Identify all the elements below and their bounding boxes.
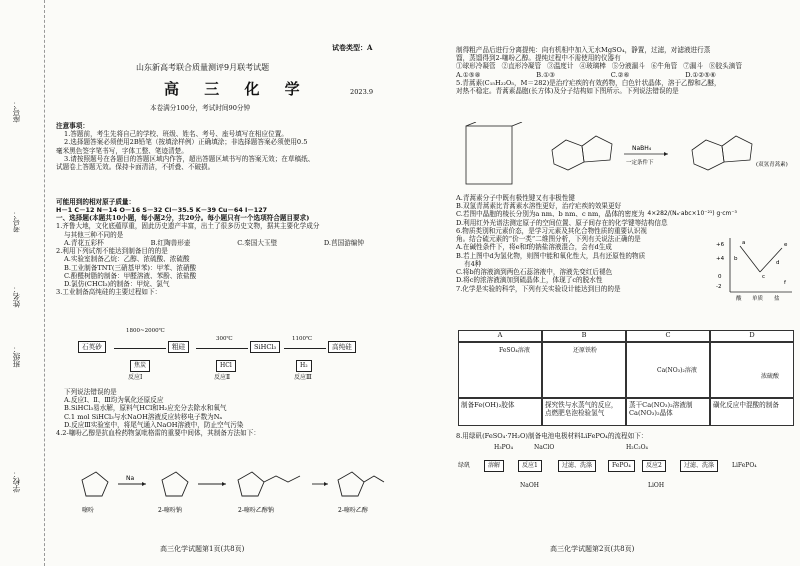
q2-option: A.实验室制备乙烷：乙醇、浓硫酸、浓硫酸: [64, 255, 190, 264]
q4-continued: [456, 46, 796, 95]
point-label: c: [762, 274, 766, 280]
flow-sihcl3: SiHCl₃: [250, 341, 280, 353]
atoms-title: 可能用到的相对原子质量：: [56, 198, 136, 206]
molecule-label: 2-噻吩乙醇钠: [238, 507, 274, 514]
dha-ring: [692, 140, 724, 170]
flow-step: LiFePO₄: [732, 462, 757, 469]
section-heading: 一、选择题(本题共10小题，每小题2分，共20分。每小题只有一个选项符合题目要求): [56, 214, 310, 223]
gutter-name: 姓名：: [12, 285, 21, 308]
flow-label: 反应Ⅰ: [128, 374, 143, 381]
artemisinin-ring: [582, 136, 612, 162]
point-label: a: [742, 240, 746, 246]
footer-page-2: 高三化学试题第2页(共8页): [550, 545, 635, 554]
flow-label: 反应Ⅲ: [294, 374, 312, 381]
apparatus-label: Ca(NO₃)₂溶液: [657, 367, 697, 374]
product-label: (双氢青蒿素): [756, 162, 788, 168]
exam-meta: 本卷满分100分，考试时间90分钟: [150, 104, 251, 112]
density-formula: 4×282/(Nₐ·abc×10⁻²¹) g·cm⁻³: [647, 210, 737, 218]
apparatus-label: 浓硫酸: [761, 373, 780, 380]
instrument: ⑧胶头滴管: [709, 62, 742, 71]
note-line: 3.请按照题号在各题目的答题区域内作答，超出答题区域书写的答案无效；在草稿纸、: [64, 154, 315, 163]
y-tick: +6: [716, 242, 725, 248]
flow-top-reagent: NaClO: [534, 444, 555, 451]
q5-line: 对热不稳定。青蒿素晶胞(长方体)及分子结构如下图所示。下列说法错误的是: [456, 87, 679, 96]
flow-label: 反应Ⅱ: [214, 374, 231, 381]
flow-step: 溶解: [484, 460, 504, 472]
notes: [56, 122, 392, 171]
valence-class-chart: [716, 234, 794, 302]
q1-line: 1.齐鲁大地，文化底蕴厚重，固此历史遗产丰富，出土了很多历史文物，据其主要化学成分: [56, 222, 320, 231]
q6-option: A.在碱性条件下，将e和f的钠盐溶液混合，会有d生成: [456, 243, 612, 252]
instrument: ⑤分液漏斗: [611, 62, 645, 71]
flow-step: 绿矾: [458, 462, 471, 469]
q3-option: C.1 mol SiHCl₃与水NaOH溶液反应转移电子数为Nₐ: [64, 412, 223, 421]
x-tick: 单质: [752, 296, 764, 302]
arrow-head: [142, 482, 146, 486]
thiophene-ring: [82, 472, 108, 496]
note-line: 毫米黑色签字笔书写，字体工整、笔迹清楚。: [56, 146, 188, 155]
q7-caption: 蒸干Ca(NO₃)₂溶液制Ca(NO₃)₂晶体: [626, 398, 710, 426]
q4-instruments: [456, 62, 756, 70]
q1-option: D.莒国游编钟: [323, 238, 364, 247]
paper-type: 试卷类型：A: [332, 43, 373, 52]
molecule-label: 2-噻吩乙醇: [338, 507, 368, 514]
q7-stem: 7.化学是实验的科学，下列有关实验设计能达到目的的是: [456, 284, 621, 293]
q7-apparatus-c: [626, 342, 710, 398]
flow-reagent-h2: H₂: [296, 360, 312, 372]
questions-block-1: [56, 198, 392, 297]
gutter-school: 学校：: [12, 470, 21, 493]
point-label: f: [784, 280, 786, 286]
flow-step: 过滤、洗涤: [558, 460, 596, 472]
flow-top-reagent: H₂C₂O₄: [626, 444, 648, 451]
flow-reagent-coke: 焦炭: [130, 360, 150, 372]
q7-table: [458, 330, 794, 426]
unit-cell: [466, 126, 512, 184]
side-chain: [364, 476, 384, 482]
choice: A.①⑤⑧: [456, 70, 481, 79]
relation-line: [740, 246, 760, 272]
right-page: [400, 0, 800, 566]
flow-pure-si: 高纯硅: [328, 341, 356, 353]
apparatus-label: 还原铁粉: [573, 347, 598, 354]
gutter-class: 班级：: [12, 345, 21, 368]
lifepo4-flow: [458, 444, 794, 502]
q3-option: A.反应Ⅰ、Ⅱ、Ⅲ均为氧化还原反应: [64, 396, 164, 405]
instrument: ②直形冷凝管: [501, 62, 542, 71]
flow-step: 反应1: [518, 460, 542, 472]
q6-line: 角。结合硫元素的“价一类”二维图分析，下列有关说法正确的是: [456, 235, 641, 244]
footer-page-1: 高三化学试题第1页(共8页): [160, 545, 245, 554]
flow-temp-1: 1800~2000℃: [126, 328, 165, 334]
artemisinin-ring: [552, 140, 584, 170]
apparatus-label: FeSO₄溶液: [499, 347, 530, 354]
choice: D.①②⑤⑥: [685, 70, 716, 79]
q5-option: C.若图中晶胞的棱长分别为a nm、b nm、c nm，晶体的密度为: [456, 210, 645, 219]
side-chain: [264, 476, 300, 482]
molecule-label: 2-噻吩钠: [158, 507, 182, 514]
binding-gutter: [0, 0, 45, 566]
q6-option: 有4种: [464, 259, 482, 268]
flow-top-reagent: H₃PO₄: [494, 444, 513, 451]
q6-line: 6.物质类别和元素价态，是学习元素及其化合物性质的重要认识视: [456, 226, 647, 235]
q7-caption: 磺化反应中混酸的制备: [710, 398, 794, 426]
instrument: ⑥牛角管: [650, 62, 678, 71]
q5-option: B.双氢青蒿素比青蒿素水溶性更好，治疗疟疾的效果更好: [456, 202, 622, 211]
q7-apparatus-a: [458, 342, 542, 398]
flow-step: FePO₄: [608, 460, 635, 472]
q6-option: B.若上图中d为氢化物，则图中能和氧化性大，具有还原性的物质: [456, 251, 646, 260]
q1-option: C.秦国大玉璧: [237, 238, 278, 247]
molecule-label: 噻吩: [82, 507, 95, 514]
q1-line: 与其他三种不同的是: [64, 230, 124, 239]
q7-apparatus-d: [710, 342, 794, 398]
y-tick: -2: [716, 284, 722, 290]
q5-line: 5.青蒿素(C₁₅H₂₂O₅，M＝282)是治疗疟疾的有效药物，白色针状晶体，溶于乙醇和乙醚，: [456, 78, 721, 87]
q3-option: D.反应Ⅲ实验室中，将尾气通入NaOH溶液中，防止空气污染: [64, 420, 244, 429]
q5-option: D.利用红外光谱法测定原子的空间位置、原子间存在的化学键等结构信息: [456, 218, 668, 227]
instrument: ④玻璃棒: [579, 62, 606, 71]
atoms-list: H－1 C－12 N－14 O－16 S－32 Cl－35.5 K－39 Cu－64 I－127: [56, 206, 268, 215]
flow-bottom-reagent: LiOH: [648, 482, 665, 489]
q7-apparatus-b: [542, 342, 626, 398]
flow-reagent-hcl: HCl: [216, 360, 236, 372]
gutter-id: 考号：: [12, 210, 21, 233]
flow-arrow: [114, 348, 166, 349]
q1-option: B.红陶兽形壶: [150, 238, 191, 247]
questions-block-2: [56, 388, 392, 437]
q2-option: D.氯仿(CHCl₃)的制备：甲烷、氯气: [64, 280, 170, 289]
q5-option-c: [456, 210, 796, 218]
flow-step: 反应2: [642, 460, 666, 472]
q6-option: C.将b的溶液滴到两色石蕊溶液中，溶液先变红后褪色: [456, 268, 613, 277]
q7-caption: 制备Fe(OH)₂胶体: [458, 398, 542, 426]
thiophene-scheme: [62, 460, 392, 522]
exam-date: 2023.9: [350, 88, 374, 96]
exam-line: 山东新高考联合质量测评9月联考试题: [136, 63, 270, 72]
q7-head: D: [710, 330, 794, 342]
flow-bottom-reagent: NaOH: [520, 482, 539, 489]
silicon-flow-diagram: [78, 328, 378, 384]
dha-ring: [722, 136, 752, 162]
q3-stem: 3.工业制备高纯硅的主要过程如下：: [56, 288, 162, 297]
q2-option: C.酚醛树脂的制备：甲醛溶液、苯酚、浓盐酸: [64, 271, 197, 280]
q1-options: [56, 239, 364, 247]
page-title: 高 三 化 学: [164, 80, 310, 98]
arrow-head: [664, 152, 668, 156]
q4-line: 馏，蒸馏得到2-噻吩乙醇。提纯过程中不需使用的仪器有: [456, 54, 621, 63]
flow-crude-si: 粗硅: [168, 341, 189, 353]
point-label: e: [784, 242, 788, 248]
arrow-head: [222, 482, 226, 486]
cell-edge: [466, 122, 476, 126]
choice: B.①③: [536, 70, 556, 79]
thiophene-ring: [162, 472, 188, 496]
instrument: ⑦漏斗: [683, 62, 703, 71]
flow-arrow: [284, 348, 326, 349]
thiophene-ring: [238, 472, 264, 496]
choice: C.②⑥: [610, 70, 630, 79]
y-tick: +4: [716, 256, 725, 262]
thiophene-ring: [338, 472, 364, 496]
notes-title: 注意事项：: [56, 122, 89, 130]
flow-step: 过滤、洗涤: [680, 460, 718, 472]
q4-line: 制得粗产品后进行分离提纯：向有机相中加入无水MgSO₄，静置，过滤，对滤液进行蒸: [456, 46, 711, 54]
arrow-condition: 一定条件下: [626, 160, 654, 166]
reagent-label: Na: [126, 475, 135, 482]
flow-temp-2: 300℃: [216, 336, 233, 342]
note-line: 1.答题前，考生先将自己的学校、班级、姓名、考号、座号填写在相应位置。: [64, 130, 288, 139]
q2-stem: 2.利用下列试剂不能达到制备目的的是: [56, 247, 168, 256]
q7-head: A: [458, 330, 542, 342]
point-label: b: [734, 256, 738, 262]
q7-head: C: [626, 330, 710, 342]
x-tick: 盐: [774, 296, 780, 302]
q1-option: A.青花五彩杯: [64, 238, 104, 247]
point-label: d: [776, 260, 780, 266]
arrow-reagent: NaBH₄: [632, 145, 652, 152]
flow-quartz: 石英砂: [78, 341, 106, 353]
note-line: 2.选择题答案必须使用2B铅笔（按填涂样例）正确填涂；非选择题答案必须使用0.5: [64, 138, 308, 147]
arrow-head: [324, 482, 328, 486]
instrument: ③温度计: [547, 62, 574, 71]
q3-option: B.SiHCl₃易水解，原料气HCl和H₂应充分去除水和氧气: [64, 404, 227, 413]
q8-stem: 8.用绿矾(FeSO₄·7H₂O)制备电池电极材料LiFePO₄的流程如下：: [456, 432, 648, 440]
gutter-seat: 座号：: [12, 100, 21, 123]
q3-sub-stem: 下列说法错误的是: [64, 388, 117, 396]
artemisinin-figure: [462, 122, 792, 188]
q7-head: B: [542, 330, 626, 342]
note-line: 试题卷上答题无效。保持卡面清洁，不折叠、不破损。: [56, 163, 215, 172]
q5-option: A.青蒿素分子中既有极性键又有非极性键: [456, 194, 575, 202]
q7-caption: 探究铁与水蒸气的反应，点燃肥皂泡检验氢气: [542, 398, 626, 426]
q4-stem: 4.2-噻吩乙醇是抗血栓药物氯吡格雷的重要中间体，其制备方法如下：: [56, 429, 260, 438]
cell-edge: [512, 122, 522, 126]
flow-temp-3: 1100℃: [292, 336, 313, 342]
x-tick: 酸: [736, 296, 742, 302]
q2-option: B.工业制备TNT(三硝基甲苯)：甲苯、浓硝酸: [64, 263, 197, 272]
flow-arrow: [196, 348, 248, 349]
instrument: ①球形冷凝管: [456, 62, 496, 71]
q6-option: D.将c的浓溶液滴加到硫晶体上，体现了c的脱水性: [456, 276, 603, 285]
y-tick: 0: [718, 274, 722, 280]
q4-choices: [456, 71, 716, 79]
